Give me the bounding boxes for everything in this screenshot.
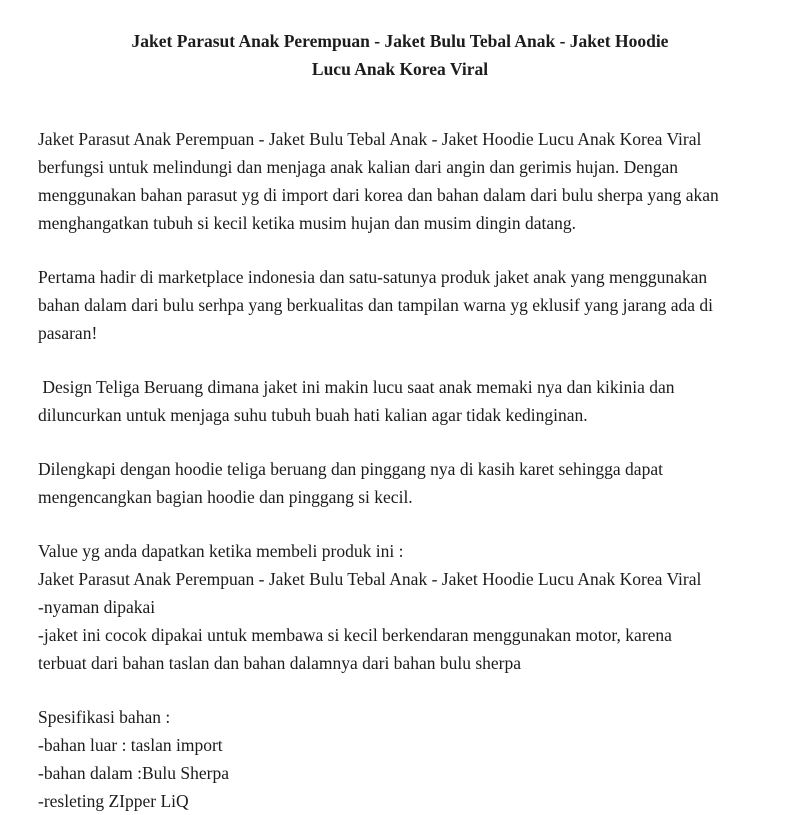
- page-title: [38, 27, 762, 83]
- text-line: -resleting ZIpper LiQ: [38, 791, 189, 811]
- text-line: diluncurkan untuk menjaga suhu tubuh buah hati kalian agar tidak kedinginan.: [38, 405, 588, 425]
- text-line: Jaket Parasut Anak Perempuan - Jaket Bulu Tebal Anak - Jaket Hoodie Lucu Anak Korea Viral: [38, 129, 702, 149]
- text-line: mengencangkan bagian hoodie dan pinggang si kecil.: [38, 487, 413, 507]
- paragraph-intro: [38, 125, 762, 237]
- text-line: menghangatkan tubuh si kecil ketika musim hujan dan musim dingin datang.: [38, 213, 577, 233]
- paragraph-specifications: [38, 703, 762, 815]
- text-line: Dilengkapi dengan hoodie teliga beruang dan pinggang nya di kasih karet sehingga dapat: [38, 459, 663, 479]
- text-line: Design Teliga Beruang dimana jaket ini makin lucu saat anak memaki nya dan kikinia dan: [38, 377, 675, 397]
- text-line: -jaket ini cocok dipakai untuk membawa si kecil berkendaran menggunakan motor, karena: [38, 625, 672, 645]
- text-line: -nyaman dipakai: [38, 597, 156, 617]
- text-line: -bahan luar : taslan import: [38, 735, 223, 755]
- text-line: Jaket Parasut Anak Perempuan - Jaket Bulu Tebal Anak - Jaket Hoodie Lucu Anak Korea Viral: [38, 569, 702, 589]
- text-line: -bahan dalam :Bulu Sherpa: [38, 763, 229, 783]
- paragraph-value-list: [38, 537, 762, 677]
- page-title-line-2: Lucu Anak Korea Viral: [311, 59, 489, 79]
- text-line: Spesifikasi bahan :: [38, 707, 171, 727]
- paragraph-hoodie: [38, 455, 762, 511]
- paragraph-design: [38, 373, 762, 429]
- text-line: terbuat dari bahan taslan dan bahan dalamnya dari bahan bulu sherpa: [38, 653, 522, 673]
- text-line: menggunakan bahan parasut yg di import dari korea dan bahan dalam dari bulu sherpa yang akan: [38, 185, 719, 205]
- text-line: Pertama hadir di marketplace indonesia dan satu-satunya produk jaket anak yang menggunakan: [38, 267, 708, 287]
- text-line: bahan dalam dari bulu serhpa yang berkualitas dan tampilan warna yg eklusif yang jarang ada di: [38, 295, 713, 315]
- paragraph-marketplace: [38, 263, 762, 347]
- text-line: pasaran!: [38, 323, 98, 343]
- text-line: Value yg anda dapatkan ketika membeli produk ini :: [38, 541, 404, 561]
- text-line: berfungsi untuk melindungi dan menjaga anak kalian dari angin dan gerimis hujan. Dengan: [38, 157, 679, 177]
- page-title-line-1: Jaket Parasut Anak Perempuan - Jaket Bulu Tebal Anak - Jaket Hoodie: [131, 31, 669, 51]
